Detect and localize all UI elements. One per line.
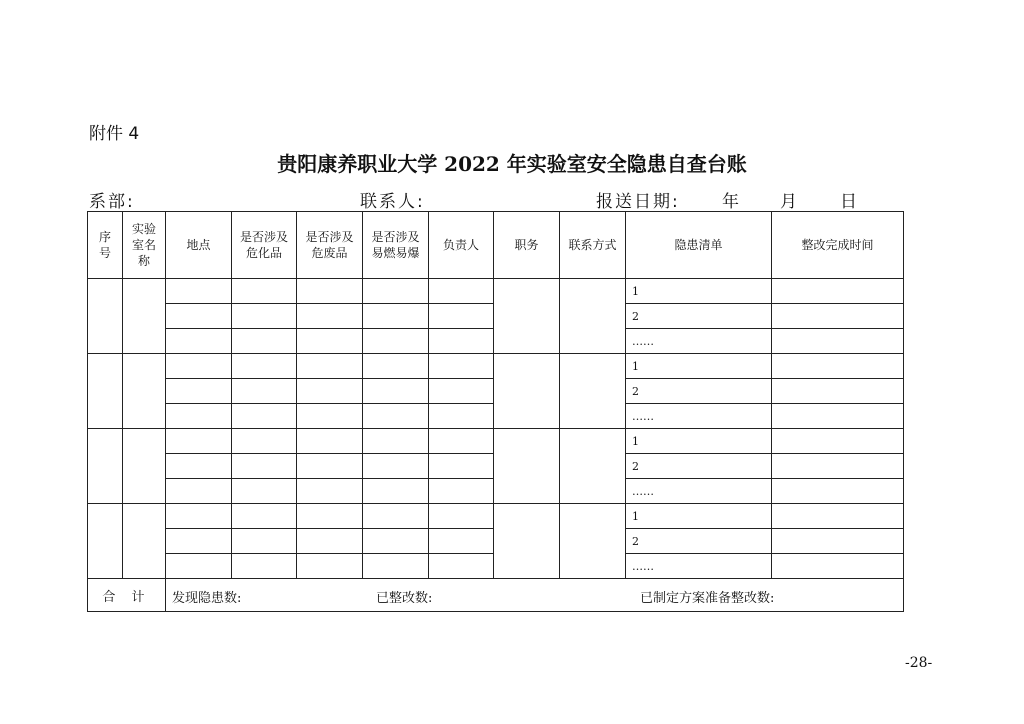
header-rectify-time: 整改完成时间 — [772, 212, 904, 279]
report-date-label: 报送日期: — [596, 192, 680, 212]
hazard-item: 1 — [626, 429, 772, 454]
table-row — [88, 354, 904, 379]
contact-person-label: 联系人: — [360, 192, 425, 212]
header-hazardous-waste: 是否涉及危废品 — [297, 212, 363, 279]
lab-name-cell — [123, 429, 166, 504]
contact-cell — [560, 354, 626, 429]
hazard-item: 2 — [626, 529, 772, 554]
document-title: 贵阳康养职业大学 2022 年实验室安全隐患自查台账 — [277, 152, 747, 176]
position-cell — [494, 279, 560, 354]
location-cell — [166, 279, 232, 304]
department-label: 系部: — [89, 192, 135, 212]
planned-rectification-label: 已制定方案准备整改数: — [640, 591, 775, 606]
contact-cell — [560, 429, 626, 504]
hazard-item: 1 — [626, 279, 772, 304]
hazard-item: 2 — [626, 454, 772, 479]
header-seq: 序号 — [88, 212, 123, 279]
hazard-item: 2 — [626, 379, 772, 404]
hazard-item: 2 — [626, 304, 772, 329]
header-hazard-list: 隐患清单 — [626, 212, 772, 279]
header-flammable: 是否涉及易燃易爆 — [363, 212, 429, 279]
chem-cell — [232, 279, 297, 304]
header-position: 职务 — [494, 212, 560, 279]
lab-name-cell — [123, 504, 166, 579]
responsible-cell — [429, 279, 494, 304]
date-month: 月 — [780, 192, 799, 212]
found-hazards-label: 发现隐患数: — [172, 591, 242, 606]
rectified-count-label: 已整改数: — [376, 591, 433, 606]
date-year: 年 — [722, 192, 741, 212]
header-hazardous-chemicals: 是否涉及危化品 — [232, 212, 297, 279]
header-row — [88, 212, 904, 279]
hazard-item: …… — [626, 329, 772, 354]
total-label: 合 计 — [88, 579, 166, 612]
hazard-item: …… — [626, 479, 772, 504]
table-row — [88, 429, 904, 454]
position-cell — [494, 429, 560, 504]
header-contact: 联系方式 — [560, 212, 626, 279]
total-row — [88, 579, 904, 612]
seq-cell — [88, 429, 123, 504]
position-cell — [494, 354, 560, 429]
hazard-item: 1 — [626, 504, 772, 529]
lab-name-cell — [123, 354, 166, 429]
contact-cell — [560, 504, 626, 579]
hazard-item: …… — [626, 404, 772, 429]
date-day: 日 — [840, 192, 859, 212]
seq-cell — [88, 279, 123, 354]
hazard-ledger-table — [87, 211, 904, 612]
waste-cell — [297, 279, 363, 304]
header-responsible: 负责人 — [429, 212, 494, 279]
hazard-item: …… — [626, 554, 772, 579]
total-summary-cell — [166, 579, 904, 612]
header-location: 地点 — [166, 212, 232, 279]
contact-cell — [560, 279, 626, 354]
lab-name-cell — [123, 279, 166, 354]
hazard-item: 1 — [626, 354, 772, 379]
seq-cell — [88, 504, 123, 579]
position-cell — [494, 504, 560, 579]
rectify-time-cell — [772, 279, 904, 304]
page-number: -28- — [905, 655, 933, 671]
table-row — [88, 279, 904, 304]
flammable-cell — [363, 279, 429, 304]
header-lab-name: 实验室名称 — [123, 212, 166, 279]
seq-cell — [88, 354, 123, 429]
attachment-label: 附件 4 — [89, 124, 140, 144]
table-row — [88, 504, 904, 529]
